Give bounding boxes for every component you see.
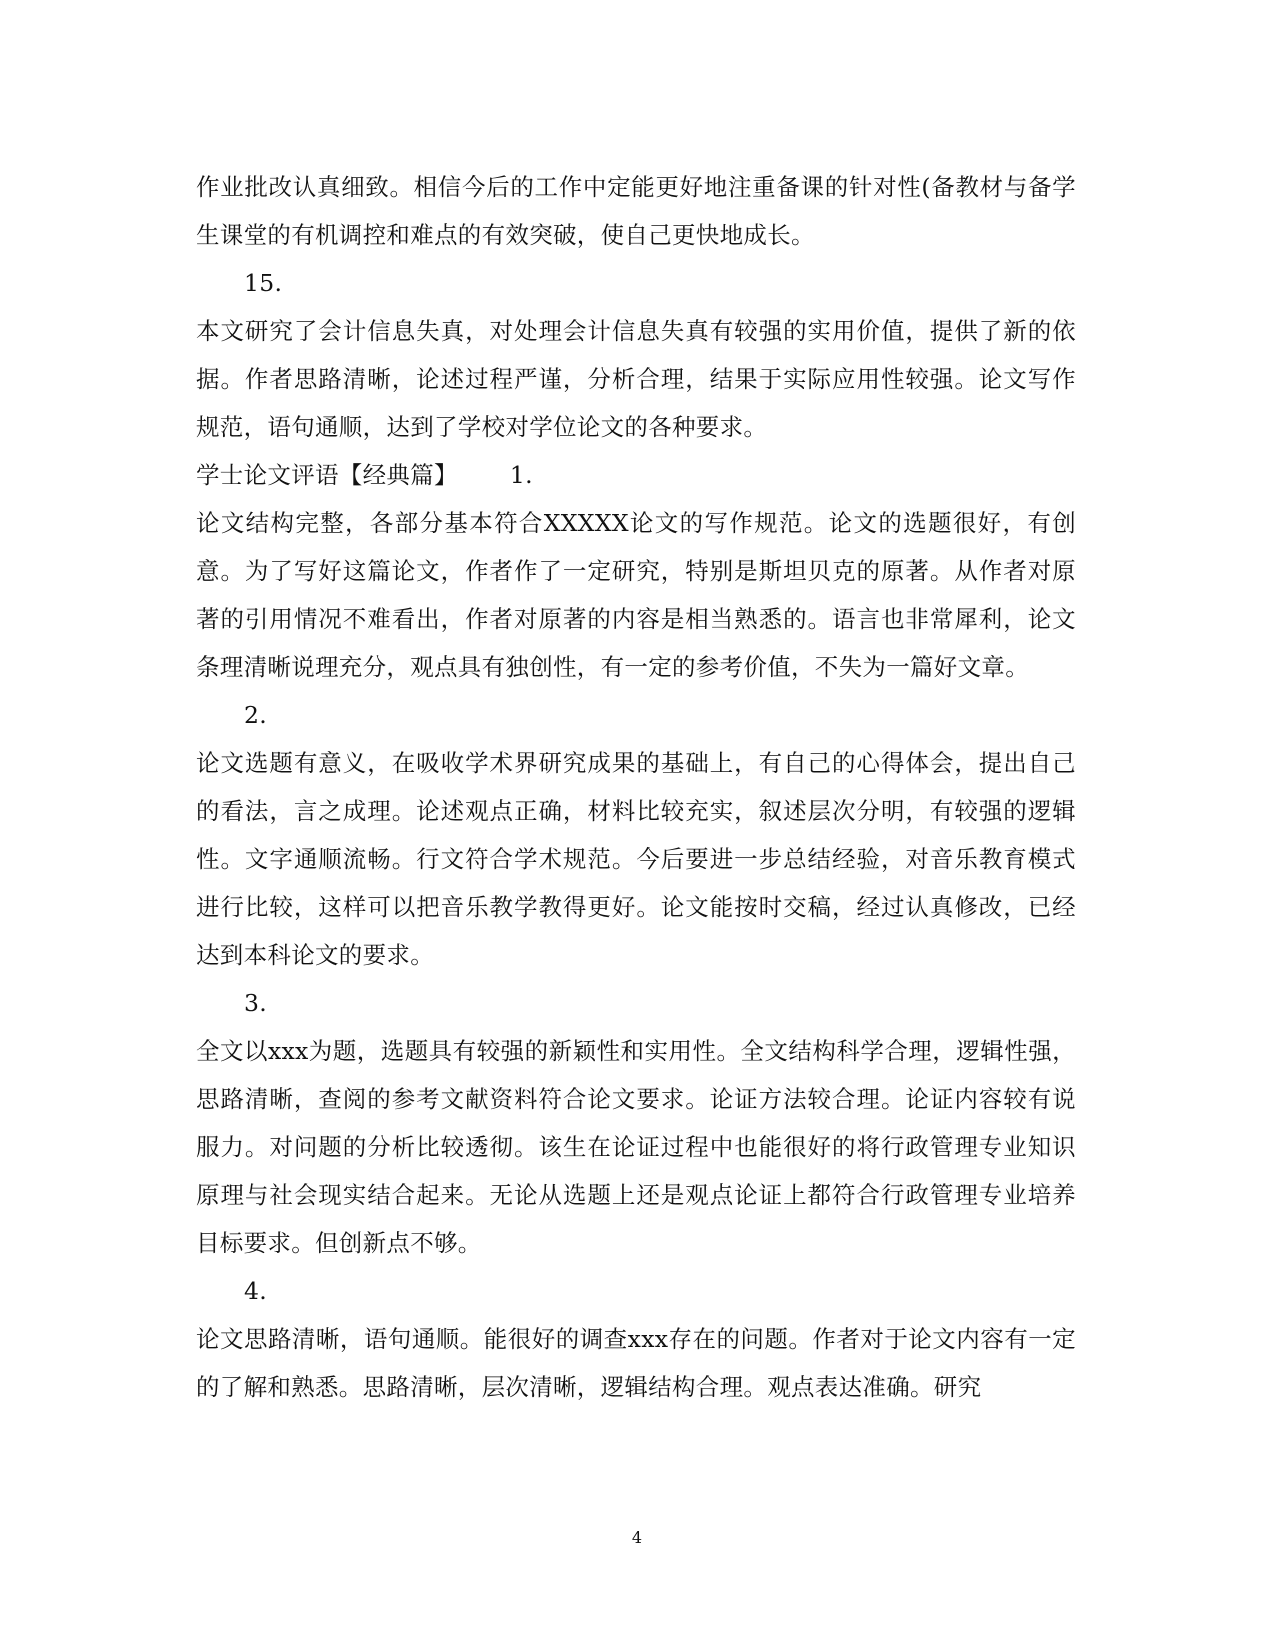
paragraph-item-3: 全文以xxx为题，选题具有较强的新颖性和实用性。全文结构科学合理，逻辑性强，思路清晰，查阅的参考文献资料符合论文要求。论证方法较合理。论证内容较有说服力。对问题的分析比较透彻。该生在论证过程中也能很好的将行政管理专业知识原理与社会现实结合起来。无论从选题上还是观点论证上都符合行政管理专业培养目标要求。但创新点不够。 — [196, 1037, 1076, 1257]
paragraph-item-4: 论文思路清晰，语句通顺。能很好的调查xxx存在的问题。作者对于论文内容有一定的了解和熟悉。思路清晰，层次清晰，逻辑结构合理。观点表达准确。研究 — [196, 1325, 1076, 1401]
item-number-4: 4. — [244, 1277, 268, 1305]
document-body — [196, 163, 1076, 1411]
item-number-2: 2. — [244, 701, 268, 729]
section-heading — [196, 451, 1076, 499]
paragraph-item-15: 本文研究了会计信息失真，对处理会计信息失真有较强的实用价值，提供了新的依据。作者思路清晰，论述过程严谨，分析合理，结果于实际应用性较强。论文写作规范，语句通顺，达到了学校对学位论文的各种要求。 — [196, 317, 1076, 441]
item-number-15: 15. — [244, 269, 283, 297]
item-number-1: 1. — [509, 461, 533, 489]
paragraph-continuation: 作业批改认真细致。相信今后的工作中定能更好地注重备课的针对性(备教材与备学生课堂的有机调控和难点的有效突破，使自己更快地成长。 — [196, 173, 1076, 249]
paragraph-item-2: 论文选题有意义，在吸收学术界研究成果的基础上，有自己的心得体会，提出自己的看法，言之成理。论述观点正确，材料比较充实，叙述层次分明，有较强的逻辑性。文字通顺流畅。行文符合学术规范。今后要进一步总结经验，对音乐教育模式进行比较，这样可以把音乐教学教得更好。论文能按时交稿，经过认真修改，已经达到本科论文的要求。 — [196, 749, 1076, 969]
paragraph-item-1: 论文结构完整，各部分基本符合XXXXX论文的写作规范。论文的选题很好，有创意。为了写好这篇论文，作者作了一定研究，特别是斯坦贝克的原著。从作者对原著的引用情况不难看出，作者对原著的内容是相当熟悉的。语言也非常犀利，论文条理清晰说理充分，观点具有独创性，有一定的参考价值，不失为一篇好文章。 — [196, 509, 1076, 681]
section-heading-title: 学士论文评语【经典篇】 — [196, 461, 458, 489]
page-number: 4 — [631, 1528, 643, 1547]
item-number-3: 3. — [244, 989, 268, 1017]
